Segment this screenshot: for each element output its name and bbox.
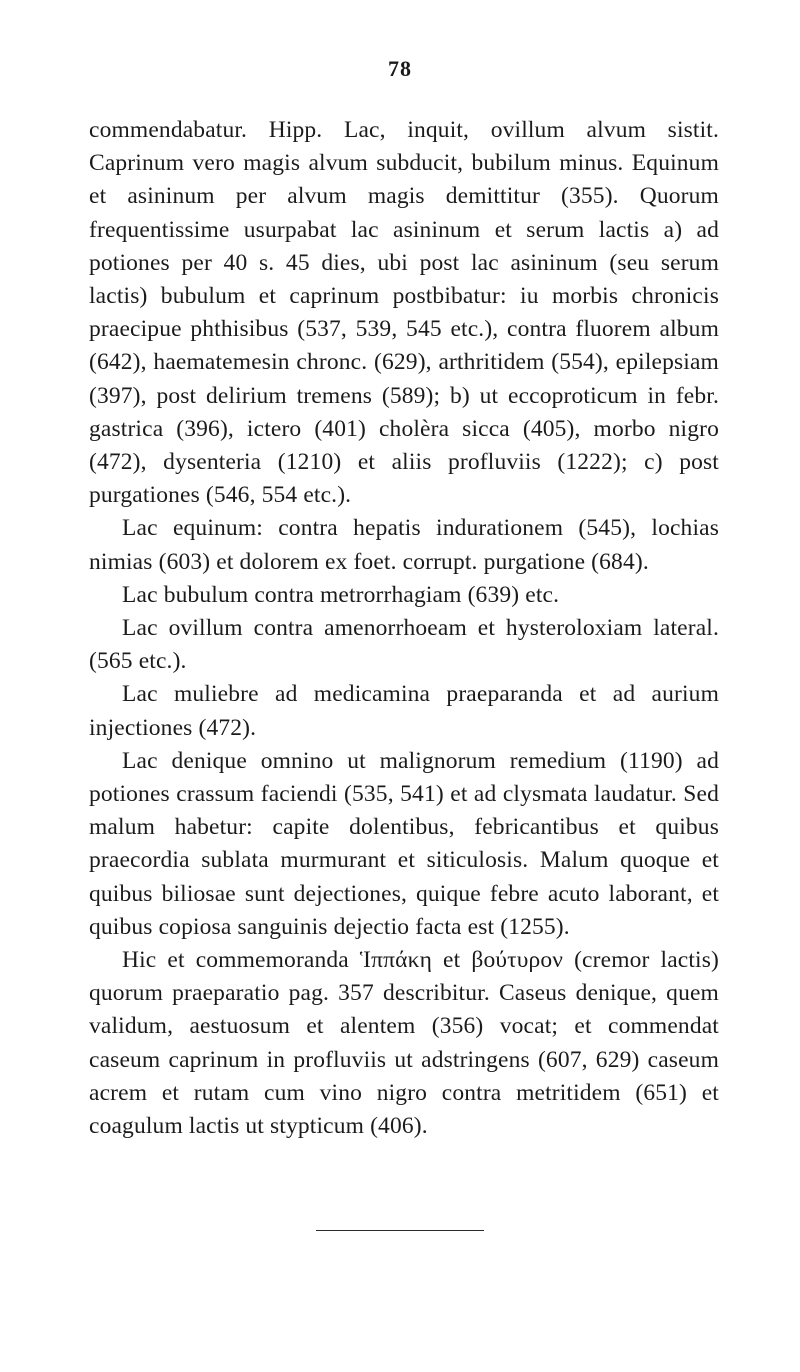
end-rule: [316, 1230, 484, 1231]
paragraph-lac-bubulum: Lac bubulum contra metrorrhagiam (639) etc.: [122, 581, 560, 608]
paragraph-lac-denique: Lac denique omnino ut malignorum remedium (1190) ad potiones crassum faciendi (535, 541) et ad clysmata laudatur. Sed malum habetur: capite dolentibus, febricantibus et quibus praecordia sublata murmurant et siticulosis. Malum quoque et quibus biliosae sunt dejectiones, quique febre acuto laborant, et quibus copiosa sanguinis dejectio facta est (1255).: [89, 747, 719, 940]
paragraph-lac-equinum: Lac equinum: contra hepatis indurationem (545), lochias nimias (603) et dolorem ex foet. corrupt. purgatione (684).: [89, 515, 719, 575]
page-number: 78: [388, 56, 412, 81]
paragraph-hippake-caseus: Hic et commemoranda Ἱππάκη et βούτυρον (cremor lactis) quorum praeparatio pag. 357 describitur. Caseus denique, quem validum, aestuosum et alentem (356) vocat; et commendat caseum caprinum in profluviis ut adstringens (607, 629) caseum acrem et rutam cum vino nigro contra metritidem (651) et coagulum lactis ut stypticum (406).: [89, 947, 719, 1140]
body-text: [89, 114, 719, 1143]
paragraph-hipp-lac: commendabatur. Hipp. Lac, inquit, ovillum alvum sistit. Caprinum vero magis alvum subducit, bubilum minus. Equinum et asininum per alvum magis demittitur (355). Quorum frequentissime usurpabat lac asininum et serum lactis a) ad potiones per 40 s. 45 dies, ubi post lac asininum (seu serum lactis) bubulum et caprinum postbibatur: iu morbis chronicis praecipue phthisibus (537, 539, 545 etc.), contra fluorem album (642), haematemesin chronc. (629), arthritidem (554), epilepsiam (397), post delirium tremens (589); b) ut eccoproticum in febr. gastrica (396), ictero (401) cholèra sicca (405), morbo nigro (472), dysenteria (1210) et aliis profluviis (1222); c) post purgationes (546, 554 etc.).: [89, 117, 719, 509]
paragraph-lac-muliebre: Lac muliebre ad medicamina praeparanda et ad aurium injectiones (472).: [89, 681, 719, 741]
paragraph-lac-ovillum: Lac ovillum contra amenorrhoeam et hysteroloxiam lateral. (565 etc.).: [89, 615, 719, 675]
